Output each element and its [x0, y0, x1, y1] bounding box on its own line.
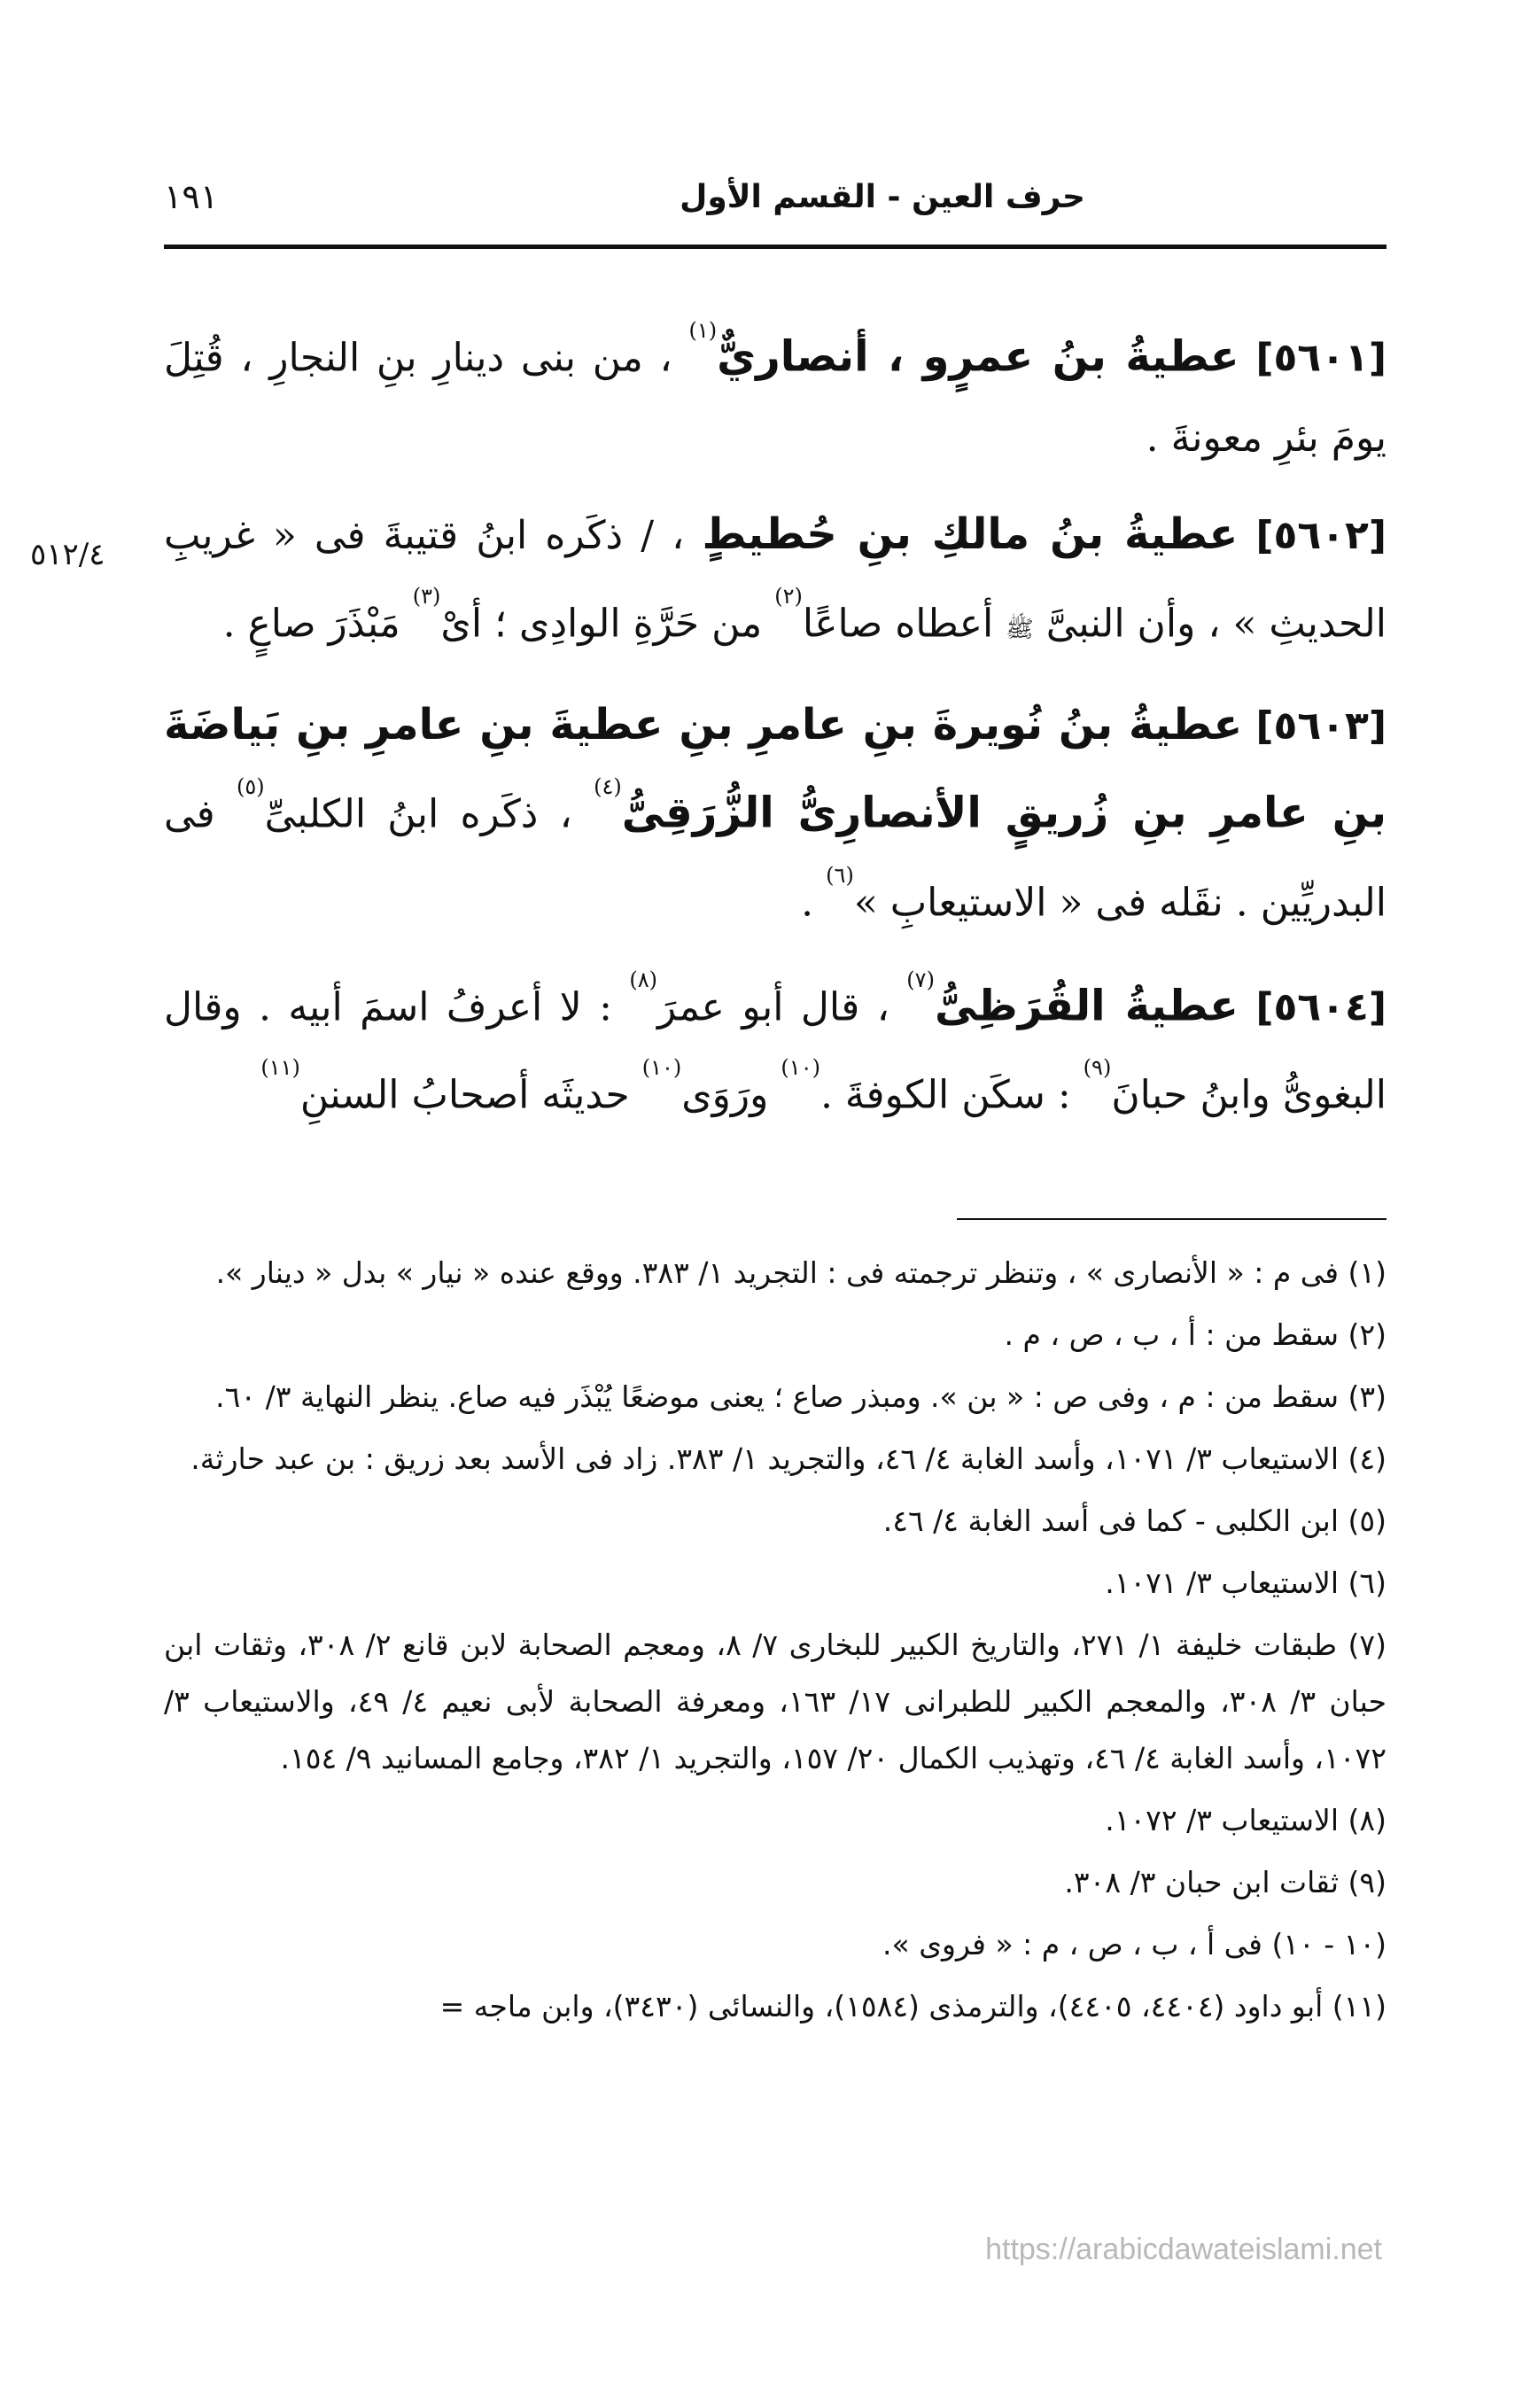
entry-text: مَبْذَرَ صاعٍ .: [222, 601, 400, 647]
honorific-glyph: ﷺ: [1006, 616, 1034, 643]
entry-5602: [164, 494, 1387, 670]
entry-name: عطيةُ بنُ عمرٍو ، أنصاريٌّ: [717, 331, 1239, 382]
entry-name: عطيةُ بنُ مالكِ بنِ حُطيطٍ: [702, 509, 1239, 559]
footnote-ref[interactable]: (١١): [260, 1055, 300, 1081]
footnote-ref[interactable]: (٤): [594, 774, 622, 800]
page-number: ١٩١: [164, 177, 219, 216]
running-header: [164, 174, 1387, 236]
entry-text: .: [801, 880, 814, 926]
footnote-4: (٤) الاستيعاب ٣/ ١٠٧١، وأسد الغابة ٤/ ٤٦، والتجريد ١/ ٣٨٣. زاد فى الأسد بعد زريق : بن عبد حارثة.: [190, 1441, 1387, 1476]
source-watermark: https://arabicdawateislami.net: [985, 2233, 1382, 2266]
entry-text: : لا أعرفُ اسمَ أبيه . وقال البغوىُّ وابنُ حبانَ: [164, 984, 1387, 1118]
entry-number: [٥٦٠٤]: [1255, 984, 1387, 1030]
entry-text: ، ذكَره ابنُ الكلبىِّ: [264, 791, 572, 837]
footnote-9: (٩) ثقات ابن حبان ٣/ ٣٠٨.: [1064, 1865, 1387, 1899]
footnote-11: (١١) أبو داود (٤٤٠٤، ٤٤٠٥)، والترمذى (١٥٨٤)، والنسائى (٣٤٣٠)، وابن ماجه =: [439, 1989, 1387, 2023]
entry-text: ، من بنى دينارِ بنِ النجارِ ، قُتِلَ يومَ بئرِ معونةَ .: [164, 335, 1387, 461]
footnote-3: (٣) سقط من : م ، وفى ص : « بن ». ومبذر صاع ؛ يعنى موضعًا يُبْذَر فيه صاع. ينظر النهاية ٣/ ٦٠.: [215, 1379, 1387, 1414]
footnote-ref[interactable]: (٣): [412, 583, 441, 609]
footnote-2: (٢) سقط من : أ ، ب ، ص ، م .: [1004, 1317, 1387, 1352]
footnote-ref[interactable]: (١٠): [641, 1055, 682, 1081]
entry-number: [٥٦٠٣]: [1255, 703, 1387, 750]
entry-name: عطيةُ بنُ نُويرةَ بنِ عامرِ بنِ عطيةَ بنِ عامرِ بنِ بَياضَةَ بنِ عامرِ بنِ زُريقٍ الأنصارِىُّ الزُّرَقِىُّ: [164, 700, 1387, 838]
footnote-7: (٧) طبقات خليفة ١/ ٢٧١، والتاريخ الكبير للبخارى ٧/ ٨، ومعجم الصحابة لابن قانع ٢/ ٣٠٨، وثقات ابن حبان ٣/ ٣٠٨، والمعجم الكبير للطبرانى ١٧/ ١٦٣، ومعرفة الصحابة لأبى نعيم ٤/ ٤٩، والاستيعاب ٣/ ١٠٧٢، وأسد الغابة ٤/ ٤٦، وتهذيب الكمال ٢٠/ ١٥٧، والتجريد ١/ ٣٨٢، وجامع المسانيد ٩/ ١٥٤.: [164, 1627, 1387, 1775]
entry-text: ، قال أبو عمرَ: [656, 984, 889, 1030]
entry-text: من حَرَّةِ الوادِى ؛ أىْ: [440, 601, 763, 647]
footnotes: [164, 1245, 1387, 2040]
footnote-ref[interactable]: (١): [688, 318, 718, 343]
entry-text: ، / ذكَره ابنُ قتيبةَ فى « غريبِ الحديثِ » ، وأن النبىَّ: [164, 512, 1387, 647]
entry-number: [٥٦٠٢]: [1255, 512, 1387, 558]
entry-5601: [164, 310, 1387, 478]
footnote-ref[interactable]: (٦): [826, 862, 854, 888]
footnote-ref[interactable]: (٢): [774, 583, 803, 609]
entry-5603: [164, 685, 1387, 943]
entry-5604: [164, 959, 1387, 1136]
entry-name: عطيةُ القُرَظِىُّ: [934, 981, 1239, 1031]
footnote-8: (٨) الاستيعاب ٣/ ١٠٧٢.: [1105, 1803, 1387, 1837]
entry-text: فى البدريِّين . نقَله فى « الاستيعابِ »: [164, 791, 1387, 926]
footnote-ref[interactable]: (٩): [1083, 1055, 1112, 1081]
entry-text: ورَوَى: [681, 1072, 769, 1118]
footnote-ref[interactable]: (٥): [236, 774, 265, 800]
main-text: [164, 310, 1387, 1152]
footnote-ref[interactable]: (٨): [629, 967, 657, 992]
margin-volume-reference: ٥١٢/٤: [30, 537, 105, 572]
footnote-ref[interactable]: (١٠): [781, 1055, 820, 1081]
entry-number: [٥٦٠١]: [1255, 335, 1387, 381]
header-rule: [164, 245, 1387, 249]
entry-text: أعطاه صاعًا: [802, 601, 994, 647]
entry-text: : سكَن الكوفةَ .: [819, 1072, 1071, 1118]
entry-text: حديثَه أصحابُ السننِ: [299, 1072, 630, 1118]
footnote-ref[interactable]: (٧): [906, 967, 935, 992]
header-title: حرف العين - القسم الأول: [680, 179, 1085, 215]
footnote-5: (٥) ابن الكلبى - كما فى أسد الغابة ٤/ ٤٦.: [882, 1503, 1387, 1538]
footnote-1: (١) فى م : « الأنصارى » ، وتنظر ترجمته فى : التجريد ١/ ٣٨٣. ووقع عنده « نيار » بدل « دينار ».: [215, 1255, 1387, 1290]
footnote-6: (٦) الاستيعاب ٣/ ١٠٧١.: [1105, 1565, 1387, 1600]
footnotes-rule: [957, 1218, 1387, 1220]
footnote-10: (١٠ - ١٠) فى أ ، ب ، ص ، م : « فروى ».: [882, 1927, 1387, 1961]
